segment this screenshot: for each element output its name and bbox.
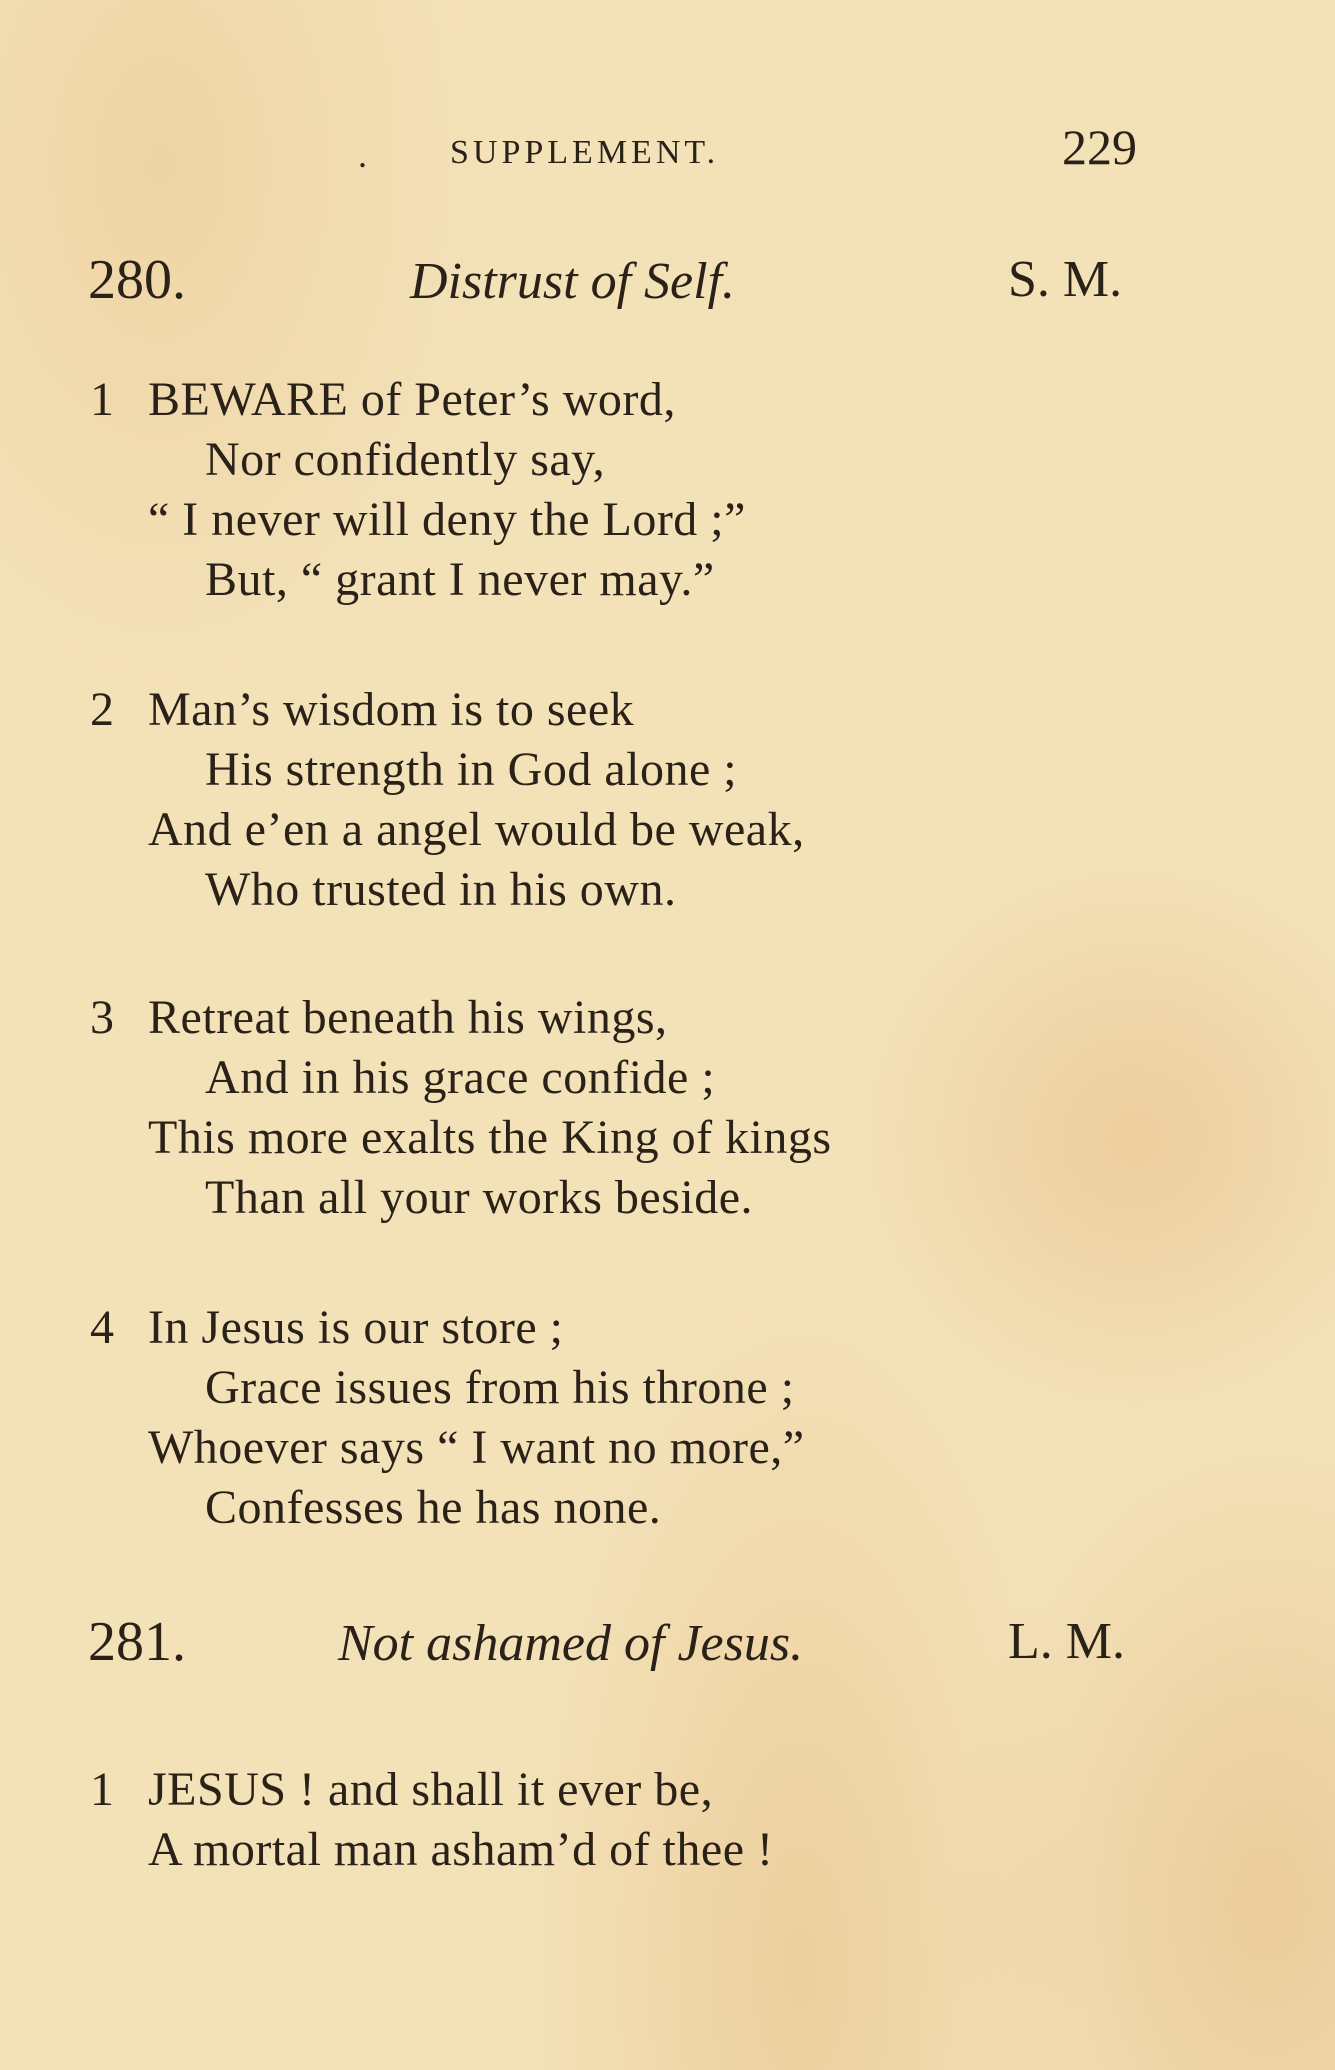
verse-line: “ I never will deny the Lord ;”: [148, 493, 746, 546]
verse-line: This more exalts the King of kings: [148, 1111, 832, 1164]
verse-line: Confesses he has none.: [205, 1481, 662, 1534]
stanza-number: 4: [90, 1301, 114, 1354]
verse-line: Nor confidently say,: [205, 433, 606, 486]
verse-line: A mortal man asham’d of thee !: [148, 1823, 774, 1876]
verse-line: Man’s wisdom is to seek: [148, 683, 635, 736]
running-head-dot: .: [358, 135, 367, 175]
hymn-title: Distrust of Self.: [410, 253, 736, 310]
verse-line: JESUS ! and shall it ever be,: [148, 1763, 714, 1816]
hymn-header-280: [0, 248, 1335, 318]
stanza-number: 2: [90, 683, 114, 736]
hymn-number: 281.: [88, 1611, 186, 1673]
verse-line: Who trusted in his own.: [205, 863, 677, 916]
running-head: [0, 119, 1335, 188]
verse-line: Whoever says “ I want no more,”: [148, 1421, 805, 1474]
verse-line: And in his grace confide ;: [205, 1051, 716, 1104]
verse-line: His strength in God alone ;: [205, 743, 738, 796]
verse-line: But, “ grant I never may.”: [205, 553, 715, 606]
verse-line: And e’en a angel would be weak,: [148, 803, 805, 856]
hymn-header-281: [0, 1610, 1335, 1680]
hymn-title: Not ashamed of Jesus.: [338, 1615, 804, 1672]
stanza-number: 1: [90, 1763, 114, 1816]
stanza-number: 3: [90, 991, 114, 1044]
stanza-number: 1: [90, 373, 114, 426]
verse-line: Than all your works beside.: [205, 1171, 754, 1224]
page-number: 229: [1062, 119, 1137, 175]
hymn-number: 280.: [88, 249, 186, 311]
running-head-title: SUPPLEMENT.: [450, 134, 720, 171]
verse-line: Grace issues from his throne ;: [205, 1361, 795, 1414]
hymn-meter: S. M.: [1008, 251, 1123, 308]
verse-line: Retreat beneath his wings,: [148, 991, 668, 1044]
verse-line: BEWARE of Peter’s word,: [148, 373, 676, 426]
verse-line: In Jesus is our store ;: [148, 1301, 564, 1354]
hymn-meter: L. M.: [1008, 1613, 1125, 1670]
